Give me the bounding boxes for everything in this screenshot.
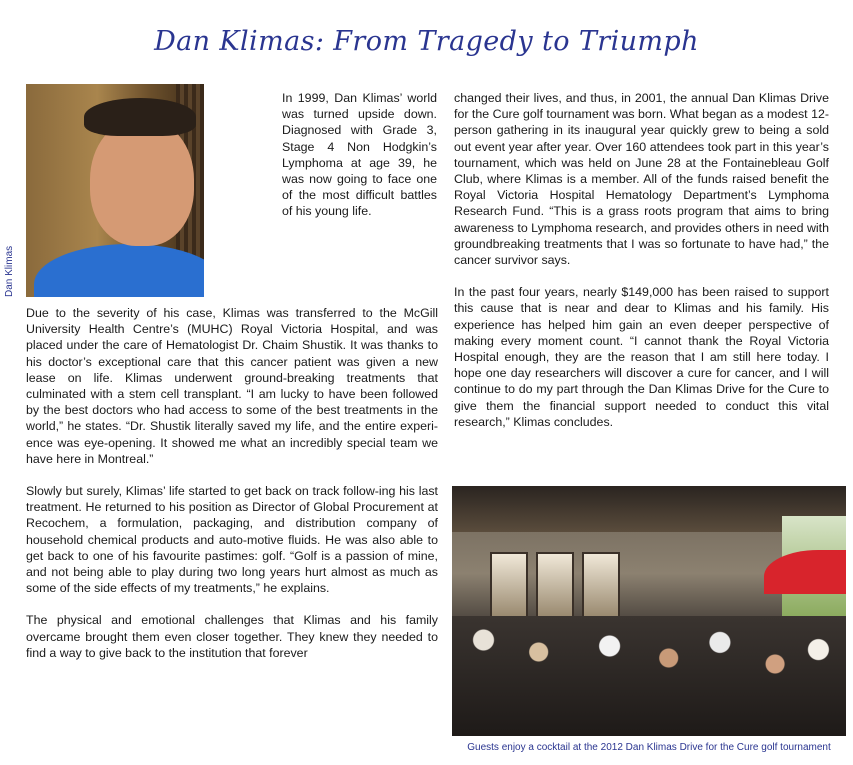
event-photo-caption: Guests enjoy a cocktail at the 2012 Dan Klimas Drive for the Cure golf tournament: [467, 742, 831, 753]
event-photo-window: [582, 552, 620, 618]
right-column: [454, 90, 829, 446]
event-photo-window: [490, 552, 528, 618]
event-photo-window: [536, 552, 574, 618]
left-paragraph-1: Due to the severity of his case, Klimas was transferred to the McGill University Health Centre’s (MUHC) Royal Victoria Hospital, and was placed under the care of Hematologist Dr. Chaim Shustik. It was thanks to his doctor’s exceptional care that this cancer patient was given a new lease on life. Klimas underwent ground-breaking treatments that culminated with a stem cell transplant. “I am lucky to have been followed by the best doctors who had access to some of the best treatments in the world,” he states. “Dr. Shustik literally saved my life, and the entire experi-ence was eye-opening. It showed me what an incredibly special team we have here in Montreal.”: [26, 306, 438, 466]
event-photo: [452, 486, 846, 736]
event-photo-crowd: [452, 616, 846, 736]
left-column: [26, 305, 438, 677]
event-photo-umbrella: [764, 550, 846, 594]
left-paragraph-3: The physical and emotional challenges that Klimas and his family overcame brought them even closer together. They knew they needed to find a way to give back to the institution that forever: [26, 613, 438, 660]
photo-shirt: [34, 244, 204, 297]
left-paragraph-2: Slowly but surely, Klimas’ life started to get back on track follow-ing his last treatment. He returned to his position as Director of Global Procurement at Recochem, a formulation, packaging, and distribution company of household chemical products and auto-motive fluids. He was also able to get back to one of his favourite pastimes: golf. “Golf is a passion of mine, and not being able to play during two long years hurt almost as much as some of the side effects of my treatments,” he explains.: [26, 484, 438, 596]
right-paragraph-1: changed their lives, and thus, in 2001, the annual Dan Klimas Drive for the Cure golf tournament was born. What began as a modest 12-person gathering in its inaugural year quickly grew to being a sold out event year after year. Over 160 attendees took part in this year’s tournament, which was held on June 28 at the Fontainebleau Golf Club, where Klimas is a member. All of the funds raised benefit the Royal Victoria Hospital Hematology Department’s Lymphoma Research Fund. “This is a grass roots program that aims to bring awareness to Lymphoma research, and provides others in need with groundbreaking treatments that I was so fortunate to have had,” the cancer survivor says.: [454, 91, 829, 268]
portrait-photo: [26, 84, 204, 297]
right-paragraph-2: In the past four years, nearly $149,000 has been raised to support this cause that is near and dear to Klimas and his family. His experience has helped him gain an even deeper perspective of making every moment count. “I cannot thank the Royal Victoria Hospital enough, they are the reason that I am still here today. I hope one day researchers will discover a cure for cancer, and I will continue to do my part through the Dan Klimas Drive for the Cure to give them the financial support needed to conduct this vital research,” Klimas concludes.: [454, 285, 829, 429]
photo-face: [90, 118, 194, 246]
page-title: Dan Klimas: From Tragedy to Triumph: [154, 26, 699, 57]
photo-hair: [84, 98, 196, 136]
intro-paragraph: In 1999, Dan Klimas’ world was turned upside down. Diagnosed with Grade 3, Stage 4 Non Hodgkin’s Lymphoma at age 39, he was now going to face one of the most difficult battles of his young life.: [282, 91, 437, 219]
portrait-caption: Dan Klimas: [4, 245, 15, 297]
